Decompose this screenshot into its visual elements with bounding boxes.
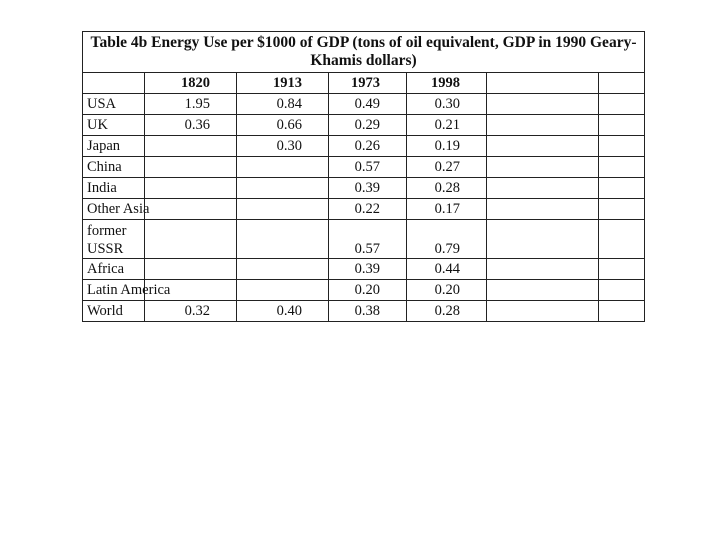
empty-cell: [487, 178, 599, 199]
value-cell: 0.20: [407, 280, 487, 301]
value-cell: 0.79: [407, 220, 487, 259]
energy-use-table-container: [82, 31, 644, 322]
header-cell-empty-1: [487, 73, 599, 94]
title-row: [83, 32, 645, 73]
empty-cell: [487, 280, 599, 301]
value-cell: 0.38: [329, 301, 407, 322]
value-cell: 0.36: [145, 115, 237, 136]
value-cell: 0.28: [407, 178, 487, 199]
empty-cell: [487, 259, 599, 280]
header-row: [83, 73, 645, 94]
value-cell: [237, 178, 329, 199]
value-cell: 0.17: [407, 199, 487, 220]
value-cell: 0.49: [329, 94, 407, 115]
value-cell: [237, 259, 329, 280]
row-label: UK: [83, 115, 145, 136]
empty-cell: [599, 115, 645, 136]
table-row: [83, 259, 645, 280]
value-cell: 0.29: [329, 115, 407, 136]
value-cell: [237, 199, 329, 220]
table-row: [83, 157, 645, 178]
value-cell: 0.66: [237, 115, 329, 136]
row-label: China: [83, 157, 145, 178]
value-cell: [145, 178, 237, 199]
value-cell: [145, 259, 237, 280]
row-label: India: [83, 178, 145, 199]
empty-cell: [599, 301, 645, 322]
value-cell: [237, 220, 329, 259]
table-title: Table 4b Energy Use per $1000 of GDP (tons of oil equivalent, GDP in 1990 Geary-Khamis dollars): [83, 32, 645, 73]
row-label: Africa: [83, 259, 145, 280]
value-cell: [145, 136, 237, 157]
header-cell-1973: 1973: [329, 73, 407, 94]
value-cell: 0.84: [237, 94, 329, 115]
row-label: Other Asia: [83, 199, 145, 220]
empty-cell: [599, 280, 645, 301]
value-cell: 0.32: [145, 301, 237, 322]
header-cell-1820: 1820: [145, 73, 237, 94]
value-cell: [145, 199, 237, 220]
value-cell: 0.39: [329, 178, 407, 199]
table-row: [83, 220, 645, 259]
empty-cell: [487, 220, 599, 259]
value-cell: 0.30: [237, 136, 329, 157]
header-cell-label: [83, 73, 145, 94]
empty-cell: [599, 199, 645, 220]
table-body: [83, 94, 645, 322]
value-cell: [237, 157, 329, 178]
value-cell: 0.19: [407, 136, 487, 157]
empty-cell: [487, 301, 599, 322]
empty-cell: [487, 199, 599, 220]
table-row: [83, 199, 645, 220]
row-label: Japan: [83, 136, 145, 157]
value-cell: 0.28: [407, 301, 487, 322]
table-row: [83, 136, 645, 157]
empty-cell: [599, 94, 645, 115]
value-cell: 0.39: [329, 259, 407, 280]
value-cell: 1.95: [145, 94, 237, 115]
value-cell: [145, 157, 237, 178]
value-cell: 0.57: [329, 220, 407, 259]
empty-cell: [599, 259, 645, 280]
empty-cell: [599, 220, 645, 259]
value-cell: [237, 280, 329, 301]
empty-cell: [599, 136, 645, 157]
empty-cell: [487, 94, 599, 115]
value-cell: 0.57: [329, 157, 407, 178]
header-cell-1913: 1913: [237, 73, 329, 94]
empty-cell: [599, 178, 645, 199]
value-cell: 0.22: [329, 199, 407, 220]
header-cell-empty-2: [599, 73, 645, 94]
table-row: [83, 301, 645, 322]
table-row: [83, 280, 645, 301]
table-row: [83, 115, 645, 136]
row-label: USA: [83, 94, 145, 115]
value-cell: 0.44: [407, 259, 487, 280]
empty-cell: [487, 115, 599, 136]
value-cell: 0.27: [407, 157, 487, 178]
value-cell: 0.20: [329, 280, 407, 301]
row-label: Latin America: [83, 280, 145, 301]
value-cell: 0.40: [237, 301, 329, 322]
row-label: World: [83, 301, 145, 322]
table-row: [83, 178, 645, 199]
empty-cell: [599, 157, 645, 178]
value-cell: [145, 220, 237, 259]
row-label: former USSR: [83, 220, 145, 259]
empty-cell: [487, 136, 599, 157]
table-row: [83, 94, 645, 115]
value-cell: 0.21: [407, 115, 487, 136]
value-cell: 0.30: [407, 94, 487, 115]
header-cell-1998: 1998: [407, 73, 487, 94]
empty-cell: [487, 157, 599, 178]
energy-use-table: [82, 31, 645, 322]
value-cell: 0.26: [329, 136, 407, 157]
